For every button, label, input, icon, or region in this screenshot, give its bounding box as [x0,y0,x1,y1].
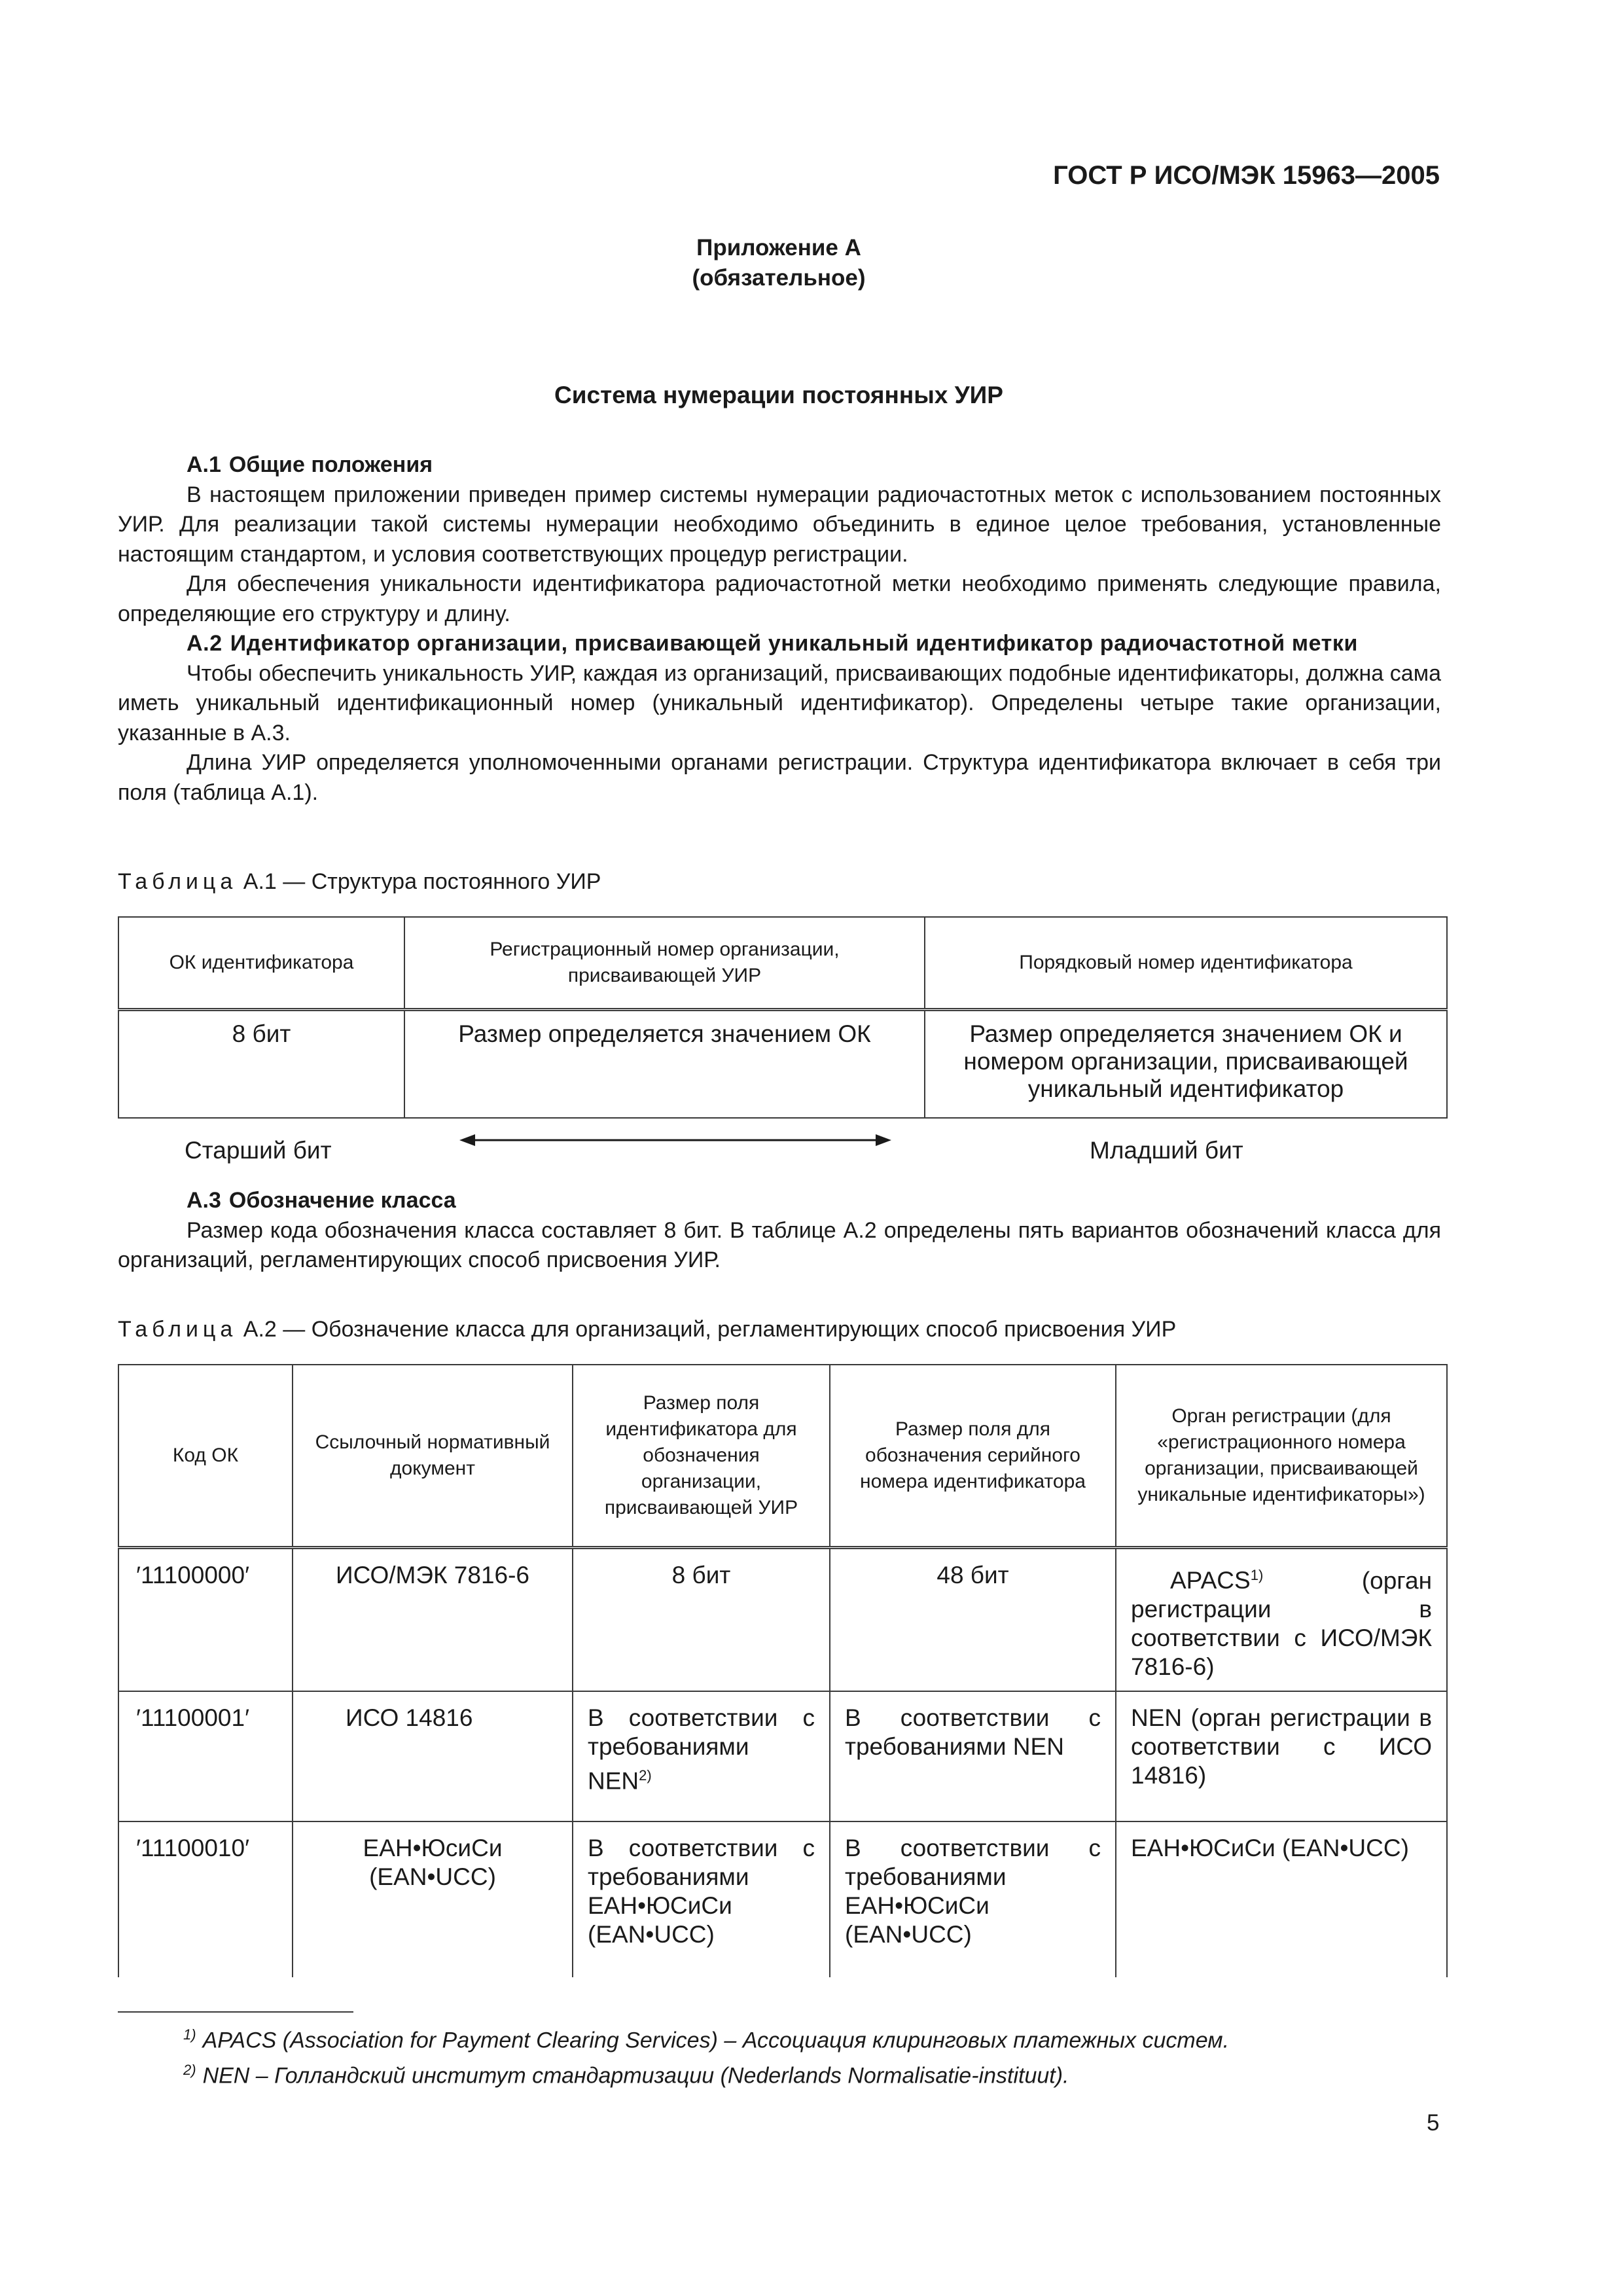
table-a2-caption-text: А.2 — Обозначение класса для организаций, регламентирующих способ присвоения УИР [243,1317,1177,1342]
table-a2-authority-name: APACS [1170,1567,1251,1594]
table-a2-org-field-text: В соответствии с требованиями NEN [588,1704,815,1795]
section-a3-title: Обозначение класса [228,1188,456,1213]
section-a3-heading [118,1186,1441,1216]
section-a3-number: А.3 [187,1188,221,1213]
section-a2-title: Идентификатор организации, присваивающей уникальный идентификатор радиочастотной метки [230,631,1359,656]
table-a2-serial-field-cell: В соответствии с требованиями NEN [830,1691,1116,1821]
table-a2-header-cell: Размер поля идентификатора для обозначения организации, присваивающей УИР [573,1365,830,1548]
table-a2-authority-cell: NEN (орган регистрации в соответствии с ИСО 14816) [1116,1691,1447,1821]
table-a2-header-cell: Код ОК [118,1365,293,1548]
table-a2-org-field-cell [573,1691,830,1821]
table-a2-row [118,1691,1447,1821]
table-a1-cell: Размер определяется значением ОК и номером организации, присваивающей уникальный идентификатор [925,1010,1447,1119]
footnote-1-mark: 1) [183,2026,196,2043]
footnotes [183,2020,1229,2091]
table-a1-header-cell: ОК идентификатора [118,917,404,1010]
section-a2-paragraph-1: Чтобы обеспечить уникальность УИР, каждая из организаций, присваивающих подобные идентификаторы, должна сама иметь уникальный идентификационный номер (уникальный идентификатор). Определены четыре такие организации, указанные в А.3. [118,660,1441,745]
section-a1-a2 [118,450,1441,808]
table-a1-cell: 8 бит [118,1010,404,1119]
footnote-ref-2: 2) [639,1767,652,1784]
document-code: ГОСТ Р ИСО/МЭК 15963—2005 [1053,161,1440,190]
table-a2 [118,1364,1448,1977]
table-a2-header-cell: Орган регистрации (для «регистрационного номера организации, присваивающей уникальные идентификаторы») [1116,1365,1447,1548]
footnote-2-mark: 2) [183,2062,196,2079]
table-a2-code-cell: ′11100000′ [118,1548,293,1692]
table-a2-code-cell: ′11100010′ [118,1821,293,1977]
section-a2-number: А.2 [187,631,223,656]
section-a1-paragraph-1: В настоящем приложении приведен пример системы нумерации радиочастотных меток с использованием постоянных УИР. Для реализации такой системы нумерации необходимо объединить в единое целое требования, установленные настоящим стандартом, и условия соответствующих процедур регистрации. [118,482,1441,567]
table-a1 [118,916,1448,1119]
table-a1-caption-text: А.1 — Структура постоянного УИР [243,869,601,894]
table-a2-caption-label: Таблица [118,1317,238,1342]
footnote-2 [183,2055,1229,2090]
msb-label: Старший бит [185,1137,332,1164]
annex-status: (обязательное) [692,265,866,291]
table-a1-cell: Размер определяется значением ОК [404,1010,925,1119]
table-a2-doc-cell: ИСО/МЭК 7816-6 [293,1548,573,1692]
table-a2-authority-rest: (орган регистрации в соответствии с ИСО/МЭК 7816-6) [1131,1567,1432,1681]
footnote-1-text: APACS (Association for Payment Clearing Services) – Ассоциация клиринговых платежных систем. [202,2028,1230,2053]
table-a2-row [118,1821,1447,1977]
table-a1-caption [118,869,601,895]
footnote-2-text: NEN – Голландский институт стандартизации (Nederlands Normalisatie-instituut). [202,2063,1069,2089]
table-a2-code-cell: ′11100001′ [118,1691,293,1821]
table-a2-header-cell: Размер поля для обозначения серийного номера идентификатора [830,1365,1116,1548]
table-a2-serial-field-cell: 48 бит [830,1548,1116,1692]
section-a1-paragraph-2: Для обеспечения уникальности идентификатора радиочастотной метки необходимо применять следующие правила, определяющие его структуру и длину. [118,571,1441,626]
main-title: Система нумерации постоянных УИР [554,382,1003,408]
section-a2-paragraph-2: Длина УИР определяется уполномоченными органами регистрации. Структура идентификатора включает в себя три поля (таблица А.1). [118,750,1441,805]
table-a2-doc-cell: ИСО 14816 [293,1691,573,1821]
section-a1-heading [118,450,1441,480]
section-a1-number: А.1 [187,452,221,477]
table-a1-row [118,1010,1447,1119]
annex-title: Приложение А [696,235,861,260]
table-a1-header-row [118,917,1447,1010]
table-a2-org-field-cell: В соответствии с требованиями ЕАН•ЮСиСи (EAN•UCC) [573,1821,830,1977]
table-a2-authority-cell: ЕАН•ЮСиСи (EAN•UCC) [1116,1821,1447,1977]
table-a2-doc-cell: ЕАН•ЮсиСи (EAN•UCC) [293,1821,573,1977]
table-a2-header-cell: Ссылочный нормативный документ [293,1365,573,1548]
table-a1-header-cell: Порядковый номер идентификатора [925,917,1447,1010]
table-a1-header-cell: Регистрационный номер организации, присваивающей УИР [404,917,925,1010]
page-number: 5 [1427,2110,1440,2136]
table-a2-serial-field-cell: В соответствии с требованиями ЕАН•ЮСиСи (EAN•UCC) [830,1821,1116,1977]
footnote-1 [183,2020,1229,2055]
lsb-label: Младший бит [1090,1137,1243,1164]
footnote-ref-1: 1) [1250,1567,1264,1583]
table-a2-org-field-cell: 8 бит [573,1548,830,1692]
table-a2-authority-cell [1116,1548,1447,1692]
table-a2-header-row [118,1365,1447,1548]
section-a1-title: Общие положения [228,452,433,477]
section-a2-heading [118,629,1441,659]
annex-heading [550,233,1008,293]
section-a3 [118,1186,1441,1276]
footnote-divider [118,2011,353,2013]
table-a2-caption [118,1317,1176,1342]
table-a1-caption-label: Таблица [118,869,238,894]
bit-order-arrow [459,1130,891,1150]
section-a3-paragraph-1: Размер кода обозначения класса составляет 8 бит. В таблице А.2 определены пять вариантов обозначений класса для организаций, регламентирующих способ присвоения УИР. [118,1217,1441,1272]
table-a2-row [118,1548,1447,1692]
